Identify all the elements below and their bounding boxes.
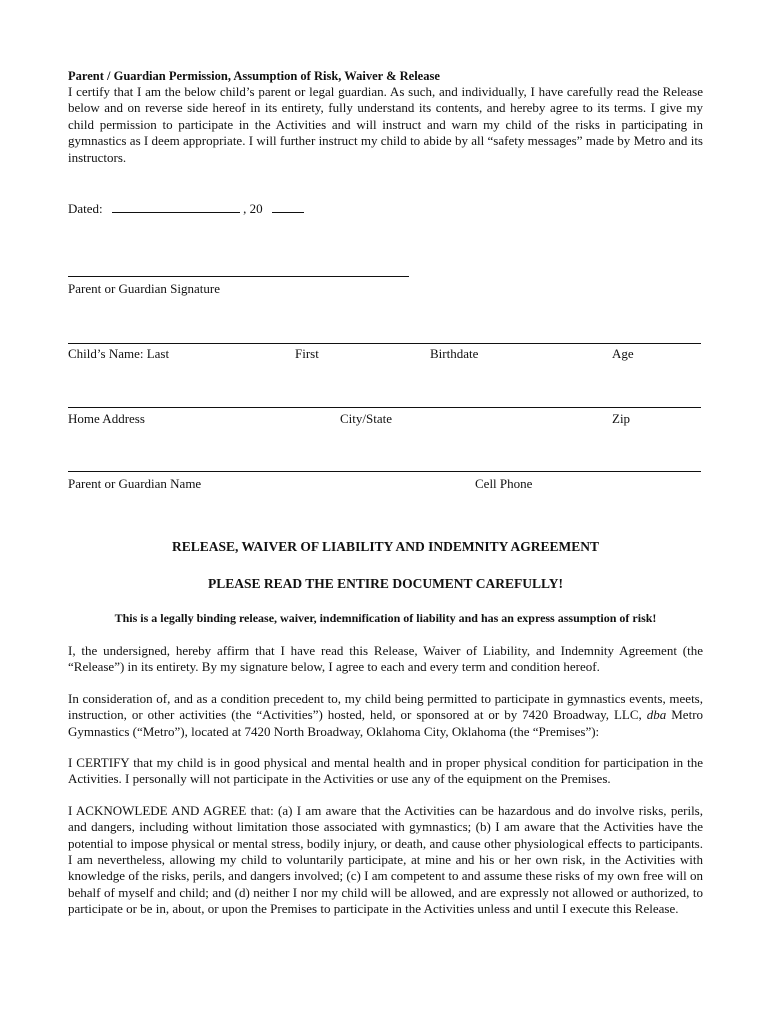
- home-address-label: Home Address: [68, 411, 145, 426]
- child-last-name-label: Child’s Name: Last: [68, 346, 170, 361]
- guardian-line[interactable]: [68, 471, 701, 472]
- dba-text: dba: [646, 707, 667, 723]
- permission-section: [68, 68, 703, 166]
- dated-year-prefix: , 20: [243, 201, 263, 216]
- child-first-name-label: First: [295, 346, 319, 361]
- city-state-label: City/State: [340, 411, 392, 426]
- release-paragraph-3: I CERTIFY that my child is in good physical and mental health and in proper physical condition for participation in the Activities. I personally will not participate in the Activities or use any of the equipment on the Premises.: [68, 755, 703, 787]
- release-notice: This is a legally binding release, waiver, indemnification of liability and has an express assumption of risk!: [114, 611, 657, 625]
- release-subtitle: PLEASE READ THE ENTIRE DOCUMENT CAREFULLY!: [208, 576, 563, 591]
- release-paragraph-1: I, the undersigned, hereby affirm that I have read this Release, Waiver of Liability, and Indemnity Agreement (the “Release”) in its entirety. By my signature below, I agree to each and every term and condition hereof.: [68, 643, 703, 675]
- age-label: Age: [612, 346, 634, 361]
- cell-phone-label: Cell Phone: [475, 476, 533, 491]
- release-paragraph-2: In consideration of, and as a condition precedent to, my child being permitted to participate in gymnastics events, meets, instruction, or other activities (the “Activities”) hosted, held, or sponsored at or by 7420 Broadway, LLC, dba Metro Gymnastics (“Metro”), located at 7420 North Broadway, Oklahoma City, Oklahoma (the “Premises”):: [68, 690, 704, 739]
- dated-year-blank[interactable]: [272, 200, 304, 213]
- zip-label: Zip: [612, 411, 631, 426]
- permission-body: I certify that I am the below child’s parent or legal guardian. As such, and individually, I have carefully read the Release below and on reverse side hereof in its entirety, fully understand its contents, and hereby agree to its terms. I give my child permission to participate in the Activities and will instruct and warn my child of the risks in participating in gymnastics as I deem appropriate. I will further instruct my child to abide by all “safety messages” made by Metro and its instructors.: [68, 84, 703, 165]
- child-info-line[interactable]: [68, 343, 701, 344]
- birthdate-label: Birthdate: [430, 346, 479, 361]
- permission-heading: Parent / Guardian Permission, Assumption of Risk, Waiver & Release: [68, 69, 440, 83]
- release-paragraph-4: I ACKNOWLEDE AND AGREE that: (a) I am aware that the Activities can be hazardous and do involve risks, perils, and dangers, including without limitation those associated with gymnastics; (b) I am aware that the Activities have the potential to impose physical or mental stress, bodily injury, or death, and cause other physiological effects to participants. I am nevertheless, allowing my child to voluntarily participate, at mine and his or her own risk, in the Activities with knowledge of the risks, perils, and dangers involved; (c) I am competent to and assume these risks of my own free will on behalf of myself and child; and (d) neither I nor my child will be allowed, and are expressly not allowed or authorized, to participate or be in, about, or upon the Premises to participate in the Activities unless and until I execute this Release.: [68, 802, 703, 917]
- release-body: [68, 643, 703, 918]
- dated-line: [68, 200, 304, 217]
- dated-label: Dated:: [68, 201, 103, 216]
- signature-line[interactable]: [68, 276, 409, 277]
- dated-blank[interactable]: [112, 200, 240, 213]
- release-title: RELEASE, WAIVER OF LIABILITY AND INDEMNITY AGREEMENT: [172, 539, 599, 554]
- address-line[interactable]: [68, 407, 701, 408]
- guardian-name-label: Parent or Guardian Name: [68, 476, 202, 491]
- signature-label: Parent or Guardian Signature: [68, 281, 220, 296]
